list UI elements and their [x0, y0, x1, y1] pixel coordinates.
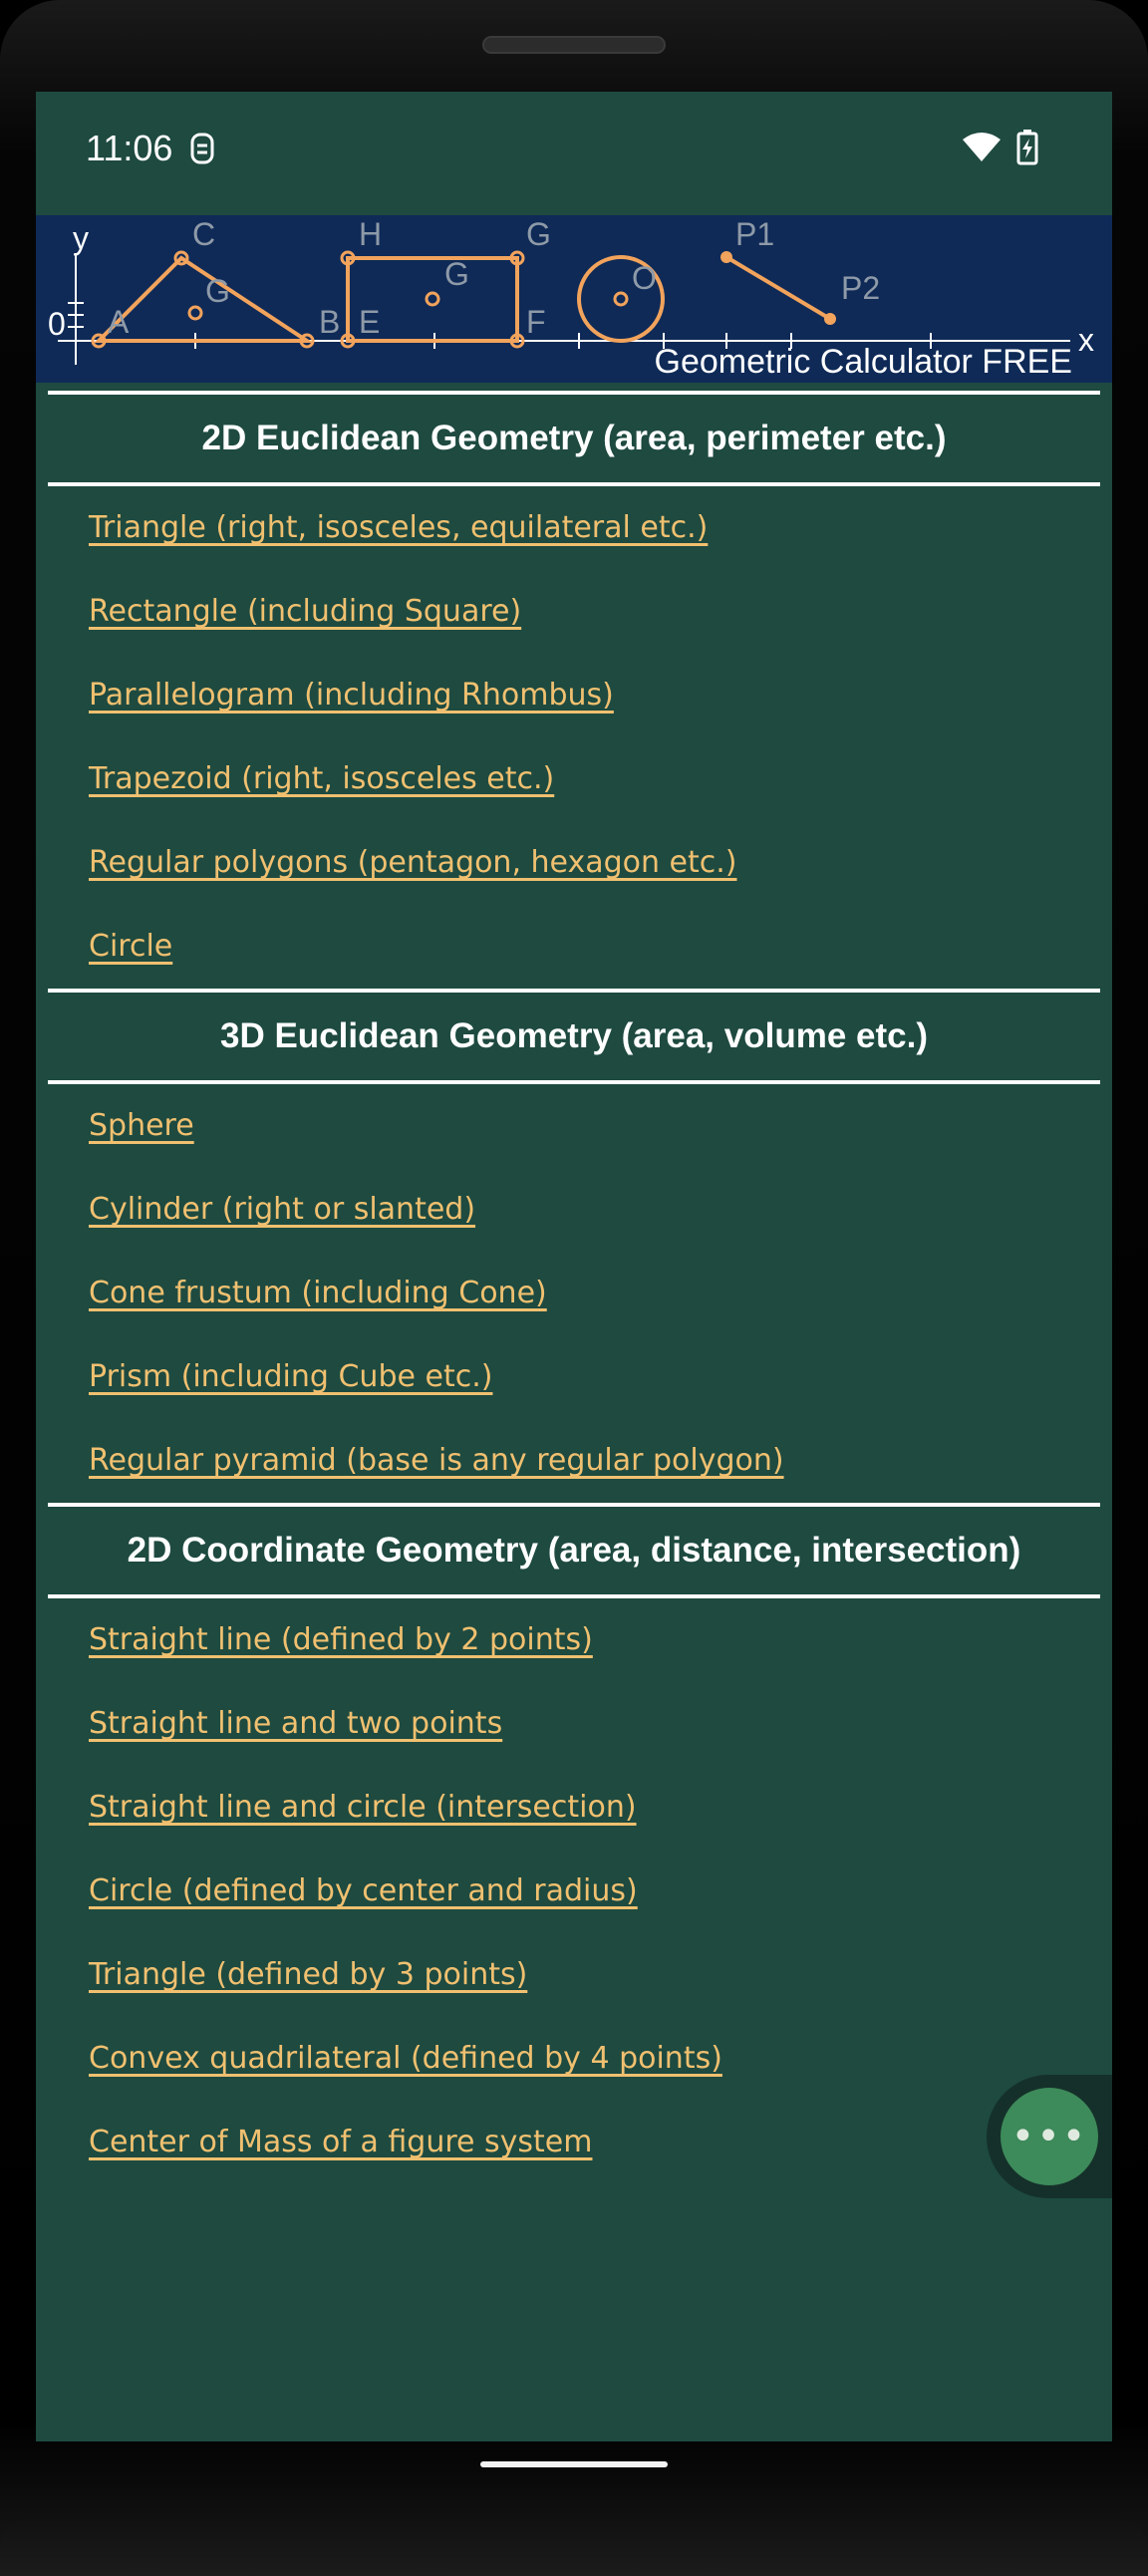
point-e-label: E [359, 304, 381, 340]
battery-charging-icon [1016, 130, 1038, 165]
point-f-label: F [526, 304, 546, 340]
link-circle-center-radius[interactable]: Circle (defined by center and radius) [89, 1873, 638, 1908]
list-2d-coordinate [36, 1598, 1112, 2184]
rect-centroid-label: G [444, 256, 469, 292]
earpiece-speaker [482, 36, 666, 54]
link-parallelogram[interactable]: Parallelogram (including Rhombus) [89, 678, 614, 713]
link-triangle[interactable]: Triangle (right, isosceles, equilateral etc.) [89, 510, 709, 545]
point-h-label: H [359, 216, 383, 252]
link-straight-line-2-points[interactable]: Straight line (defined by 2 points) [89, 1622, 593, 1657]
status-time: 11:06 [86, 128, 173, 168]
notification-icon [187, 132, 217, 165]
phone-bottom-bezel [0, 2519, 1148, 2576]
link-convex-quadrilateral[interactable]: Convex quadrilateral (defined by 4 points) [89, 2041, 722, 2076]
link-circle[interactable]: Circle [89, 929, 173, 964]
link-prism[interactable]: Prism (including Cube etc.) [89, 1359, 493, 1394]
x-axis-label: x [1078, 322, 1094, 358]
y-axis-label: y [73, 220, 89, 256]
navigation-gesture-bar[interactable] [480, 2461, 668, 2467]
link-trapezoid[interactable]: Trapezoid (right, isosceles etc.) [89, 761, 555, 796]
wifi-icon [961, 132, 1003, 163]
app-banner [36, 215, 1112, 383]
point-c-label: C [192, 216, 216, 252]
section-header-2d-euclidean: 2D Euclidean Geometry (area, perimeter etc.) [48, 391, 1100, 486]
app-screen [36, 92, 1112, 2441]
circle-center-label: O [632, 260, 657, 296]
list-2d-euclidean [36, 486, 1112, 989]
section-header-2d-coordinate: 2D Coordinate Geometry (area, distance, intersection) [48, 1503, 1100, 1598]
link-straight-line-two-points[interactable]: Straight line and two points [89, 1706, 503, 1741]
link-regular-polygons[interactable]: Regular polygons (pentagon, hexagon etc.) [89, 845, 737, 880]
rect-corner-g-label: G [526, 216, 551, 252]
link-cylinder[interactable]: Cylinder (right or slanted) [89, 1192, 476, 1227]
app-title: Geometric Calculator FREE [654, 343, 1072, 381]
link-triangle-3-points[interactable]: Triangle (defined by 3 points) [89, 1957, 528, 1992]
point-b-label: B [319, 304, 341, 340]
link-regular-pyramid[interactable]: Regular pyramid (base is any regular polygon) [89, 1443, 784, 1478]
status-bar [36, 92, 1112, 215]
link-rectangle[interactable]: Rectangle (including Square) [89, 594, 522, 629]
list-3d-euclidean [36, 1084, 1112, 1503]
more-options-button[interactable] [1001, 2088, 1098, 2185]
triangle-centroid-label: G [205, 273, 230, 309]
link-center-of-mass[interactable]: Center of Mass of a figure system [89, 2125, 593, 2159]
point-p1-label: P1 [735, 216, 775, 252]
section-header-3d-euclidean: 3D Euclidean Geometry (area, volume etc.) [48, 989, 1100, 1084]
floating-action-dock [987, 2075, 1112, 2198]
point-a-label: A [108, 304, 130, 340]
more-horizontal-icon: ••• [1010, 2114, 1088, 2159]
zero-label: 0 [48, 306, 66, 342]
link-sphere[interactable]: Sphere [89, 1108, 194, 1143]
link-line-circle-intersection[interactable]: Straight line and circle (intersection) [89, 1790, 637, 1825]
link-cone-frustum[interactable]: Cone frustum (including Cone) [89, 1276, 547, 1310]
point-p2-label: P2 [841, 270, 881, 306]
menu-content [36, 391, 1112, 2184]
